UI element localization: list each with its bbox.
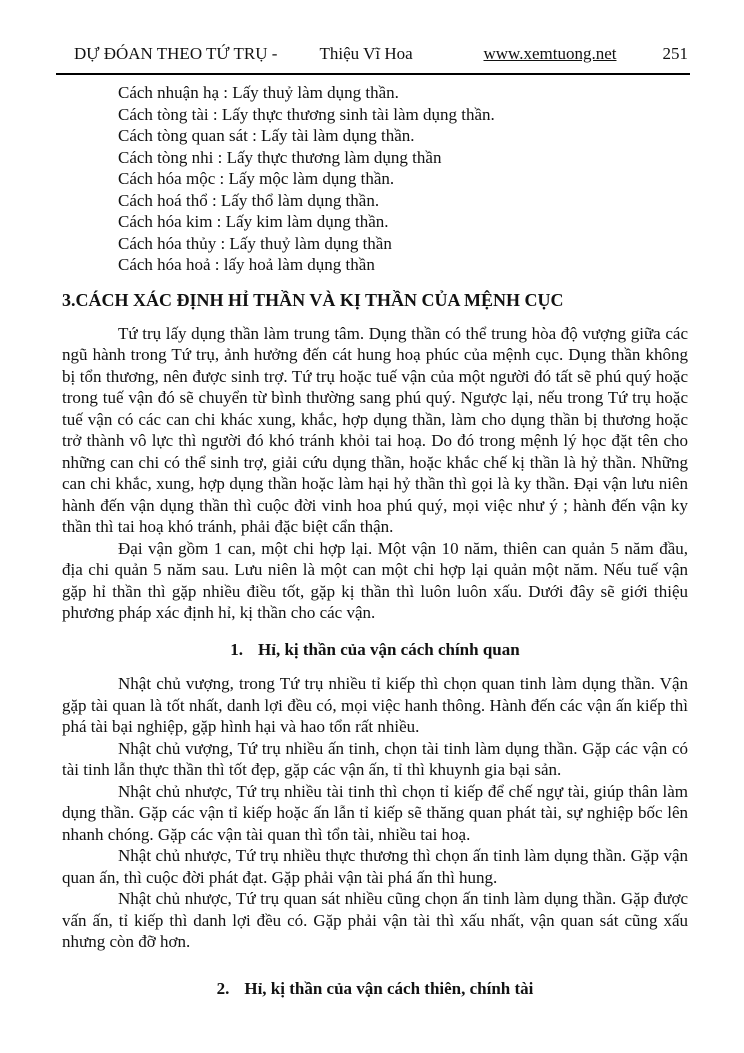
paragraph: Nhật chủ vượng, trong Tứ trụ nhiều tỉ kiếp thì chọn quan tinh làm dụng thần. Vận gặp tài quan là tốt nhất, danh lợi đều có, mọi việc hanh thông. Hành đến các vận ấn kiếp thì phá tài bại nghiệp, gặp hình hại và hao tổn rất nhiều. [62, 674, 688, 736]
author-name: Thiệu Vĩ Hoa [319, 44, 413, 63]
page-content [0, 75, 744, 999]
list-item: Cách tòng quan sát : Lấy tài làm dụng thần. [118, 126, 415, 145]
page-number: 251 [662, 44, 688, 63]
paragraph: Nhật chủ nhược, Tứ trụ nhiều tài tinh thì chọn tỉ kiếp để chế ngự tài, giúp thân làm dụng thần. Gặp các vận tỉ kiếp hoặc ấn lẫn tỉ kiếp sẽ thăng quan phát tài, sự nghiệp bốc lên nhanh chóng. Gặp các vận tài quan thì tổn tài, nhiều tai hoạ. [62, 781, 688, 844]
cach-list [118, 82, 688, 276]
list-item: Cách tòng tài : Lấy thực thương sinh tài làm dụng thần. [118, 104, 495, 124]
paragraph: Đại vận gồm 1 can, một chi hợp lại. Một vận 10 năm, thiên can quản 5 năm đầu, địa chi quản 5 năm sau. Lưu niên là một can một chi hợp lại quản một năm. Nếu tuế vận gặp hỉ thần thì gặp nhiều điều tốt, gặp kị thần thì luôn luôn xấu. Dưới đây sẽ giới thiệu phương pháp xác định hỉ, kị thần cho các vận. [62, 538, 688, 622]
section-heading: 3.CÁCH XÁC ĐỊNH HỈ THẦN VÀ KỊ THẦN CỦA MỆNH CỤC [62, 289, 564, 310]
subheading-number: 2. [216, 978, 230, 998]
list-item: Cách nhuận hạ : Lấy thuỷ làm dụng thần. [118, 83, 399, 102]
subheading-2 [62, 978, 688, 1000]
subheading-label: Hỉ, kị thần của vận cách chính quan [258, 639, 520, 659]
website-link[interactable]: www.xemtuong.net [483, 44, 617, 63]
paragraph: Nhật chủ nhược, Tứ trụ quan sát nhiều cũng chọn ấn tinh làm dụng thần. Gặp được vấn ấn, tỉ kiếp thì danh lợi đều có. Gặp phải vận tài thì xấu nhất, vận quan sát cũng xấu nhưng còn đỡ hơn. [62, 889, 688, 951]
paragraph: Tứ trụ lấy dụng thần làm trung tâm. Dụng thần có thể trung hòa độ vượng giữa các ngũ hành trong Tứ trụ, ảnh hưởng đến cát hung hoạ phúc của mệnh cục. Dụng thần không bị tổn thương, nên được sinh trợ. Tứ trụ hoặc tuế vận của một người đó tất sẽ phú quý hoặc trong tuế vận đó sẽ chuyển từ bình thường sang phú quý. Ngược lại, nếu trong Tứ trụ hoặc tuế vận có các can chi khác xung, khắc, hợp dụng thần, làm cho dụng thần bị thương hoặc trở thành vô lực thì người đó khó tránh khỏi tai hoạ. Do đó trong mệnh lý học đặt tên cho những can chi có thể sinh trợ, giải cứu dụng thần, hoặc khắc chế kị thần là hỷ thần. Những can chi khắc, xung, hợp dụng thần hoặc làm hại hỷ thần thì gọi là ky thần. Đại vận lưu niên hành đến vận dụng thần thì cuộc đời vinh hoa phú quý, mọi việc như ý ; hành đến vận ky thần thì tai hoạ khó tránh, phải đặc biệt cẩn thận. [62, 323, 688, 536]
subheading-label: Hỉ, kị thần của vận cách thiên, chính tài [244, 978, 534, 998]
paragraph: Nhật chủ nhược, Tứ trụ nhiều thực thương thì chọn ấn tinh làm dụng thần. Gặp vận quan ấn, thì cuộc đời phát đạt. Gặp phải vận tài phá ấn thì hung. [62, 846, 688, 887]
list-item: Cách hóa mộc : Lấy mộc làm dụng thần. [118, 169, 395, 188]
list-item: Cách hóa kim : Lấy kim làm dụng thần. [118, 212, 389, 231]
subheading-1 [62, 639, 688, 661]
list-item: Cách tòng nhi : Lấy thực thương làm dụng thần [118, 147, 442, 167]
list-item: Cách hoá thổ : Lấy thổ làm dụng thần. [118, 190, 380, 210]
list-item: Cách hóa thủy : Lấy thuỷ làm dụng thần [118, 233, 392, 253]
page-header [0, 0, 744, 64]
subheading-number: 1. [230, 639, 244, 659]
paragraph: Nhật chủ vượng, Tứ trụ nhiều ấn tinh, chọn tài tinh làm dụng thần. Gặp các vận có tài tinh lẫn thực thần thì tốt đẹp, gặp các vận ấn, tỉ thì khuynh gia bại sản. [62, 738, 688, 779]
book-title: DỰ ĐÓAN THEO TỨ TRỤ - [74, 44, 278, 63]
list-item: Cách hóa hoả : lấy hoả làm dụng thần [118, 255, 375, 274]
